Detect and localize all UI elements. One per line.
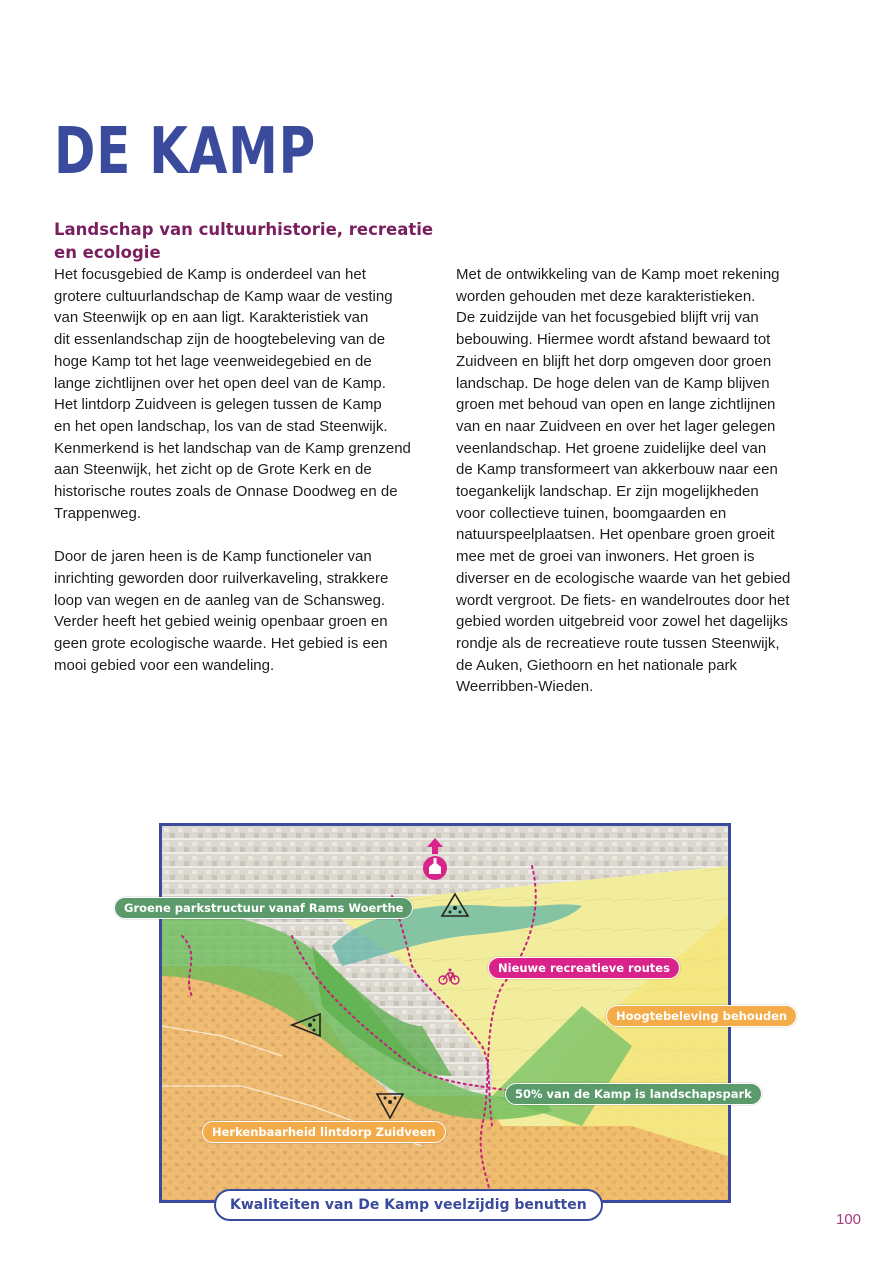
text-line: wordt vergroot. De fiets- en wandelroutes door het xyxy=(456,591,790,609)
text-line: Trappenweg. xyxy=(54,504,141,522)
text-line: toegankelijk landschap. Er zijn mogelijkheden xyxy=(456,483,759,501)
text-line: veenlandschap. Het groene zuidelijke deel van xyxy=(456,439,767,457)
text-line: geen grote ecologische waarde. Het gebied is een xyxy=(54,634,388,652)
text-line: bebouwing. Hiermee wordt afstand bewaard tot xyxy=(456,331,771,349)
text-line: worden gehouden met deze karakteristieken. xyxy=(456,287,756,305)
text-line: historische routes zoals de Onnase Doodweg en de xyxy=(54,483,398,501)
body-text-left xyxy=(54,264,446,676)
text-line: Kenmerkend is het landschap van de Kamp grenzend xyxy=(54,439,411,457)
text-line: voor collectieve tuinen, boomgaarden en xyxy=(456,504,727,522)
body-text-right xyxy=(456,264,846,698)
label-hoogtebeleving: Hoogtebeleving behouden xyxy=(606,1005,797,1027)
text-line: Het focusgebied de Kamp is onderdeel van het xyxy=(54,266,366,283)
map-caption-banner: Kwaliteiten van De Kamp veelzijdig benutten xyxy=(214,1189,603,1221)
text-line: gebied worden uitgebreid voor zowel het dagelijks xyxy=(456,613,788,631)
text-line: Met de ontwikkeling van de Kamp moet rekening xyxy=(456,266,780,283)
text-line: hoge Kamp tot het lage veenweidegebied en de xyxy=(54,352,372,370)
text-line: aan Steenwijk, het zicht op de Grote Kerk en de xyxy=(54,461,372,479)
text-line: Door de jaren heen is de Kamp functioneler van xyxy=(54,548,372,566)
page-title: DE KAMP xyxy=(54,115,316,189)
text-line: De zuidzijde van het focusgebied blijft vrij van xyxy=(456,309,759,327)
text-line: mooi gebied voor een wandeling. xyxy=(54,656,275,674)
paragraph-gap xyxy=(54,524,446,546)
text-line: diverser en de ecologische waarde van het gebied xyxy=(456,569,791,587)
bicycle-icon xyxy=(438,968,460,986)
section-subtitle: Landschap van cultuurhistorie, recreatie en ecologie xyxy=(54,220,434,262)
viewpoint-icon xyxy=(440,892,470,918)
text-line: loop van wegen en de aanleg van de Schansweg. xyxy=(54,591,386,609)
text-line: Verder heeft het gebied weinig openbaar groen en xyxy=(54,613,388,631)
text-line: groen met behoud van open en lange zichtlijnen xyxy=(456,396,776,414)
text-line: de Auken, Giethoorn en het nationale park xyxy=(456,656,738,674)
text-line: dit essenlandschap zijn de hoogtebeleving van de xyxy=(54,331,386,349)
text-line: Weerribben-Wieden. xyxy=(456,678,594,696)
text-line: natuurspeelplaatsen. Het openbare groen groeit xyxy=(456,526,775,544)
page-number: 100 xyxy=(836,1211,862,1228)
label-groene-parkstructuur: Groene parkstructuur vanaf Rams Woerthe xyxy=(114,897,413,919)
label-herkenbaarheid: Herkenbaarheid lintdorp Zuidveen xyxy=(202,1121,446,1143)
text-line: de Kamp transformeert van akkerbouw naar een xyxy=(456,461,778,479)
viewpoint-icon xyxy=(290,1012,324,1038)
text-line: van en naar Zuidveen en over het lager gelegen xyxy=(456,417,776,435)
text-line: rondje als de recreatieve route tussen Steenwijk, xyxy=(456,634,780,652)
text-line: mee met de groei van inwoners. Het groen is xyxy=(456,548,755,566)
viewpoint-icon xyxy=(375,1090,405,1120)
church-direction-icon xyxy=(421,836,449,882)
label-landschapspark: 50% van de Kamp is landschapspark xyxy=(505,1083,762,1105)
text-line: grotere cultuurlandschap de Kamp waar de vesting xyxy=(54,287,393,305)
text-line: Het lintdorp Zuidveen is gelegen tussen de Kamp xyxy=(54,396,382,414)
text-line: landschap. De hoge delen van de Kamp blijven xyxy=(456,374,770,392)
text-line: lange zichtlijnen over het open deel van de Kamp. xyxy=(54,374,386,392)
text-line: Zuidveen en blijft het dorp omgeven door groen xyxy=(456,352,772,370)
text-line: inrichting geworden door ruilverkaveling, strakkere xyxy=(54,569,389,587)
text-line: en het open landschap, los van de stad Steenwijk. xyxy=(54,417,388,435)
label-nieuwe-routes: Nieuwe recreatieve routes xyxy=(488,957,680,979)
text-line: van Steenwijk op en aan ligt. Karakteristiek van xyxy=(54,309,369,327)
